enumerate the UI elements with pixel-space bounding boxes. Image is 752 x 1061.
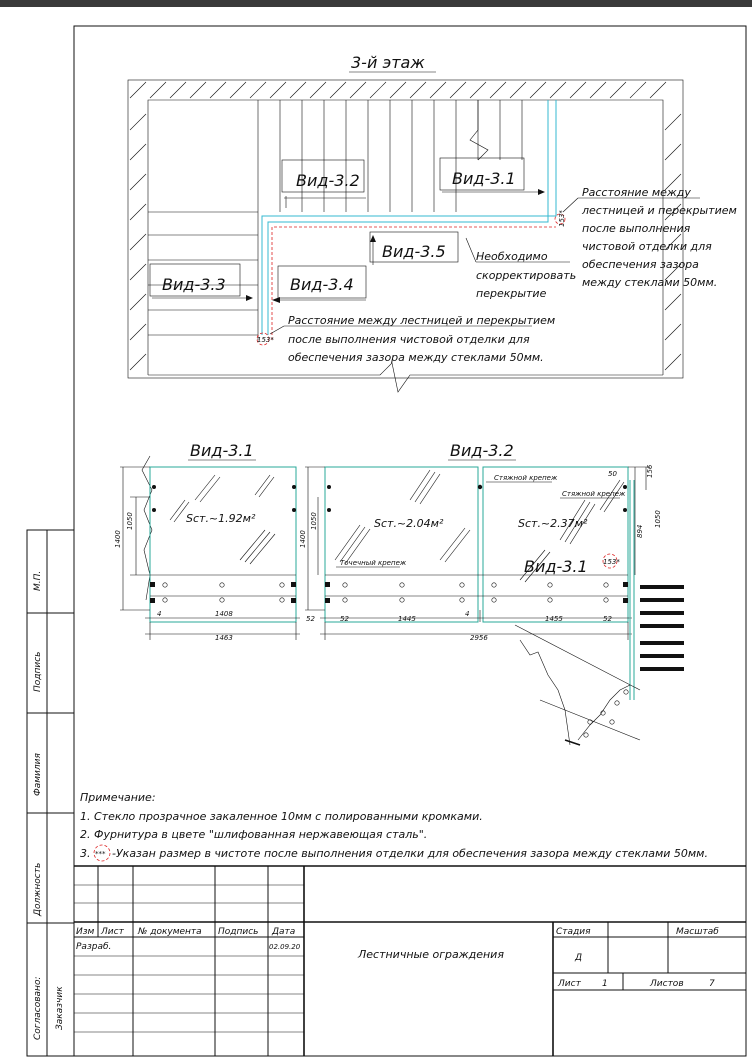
dim-1455: 1455 xyxy=(545,615,563,623)
svg-text:скорректировать: скорректировать xyxy=(476,269,577,282)
sheet-frame xyxy=(74,26,746,1056)
svg-text:Sст.~1.92м²: Sст.~1.92м² xyxy=(186,512,256,525)
dim-1463: 1463 xyxy=(215,634,233,642)
svg-text:Разраб.: Разраб. xyxy=(76,942,112,952)
svg-text:Расстояние между: Расстояние между xyxy=(582,186,691,199)
plan-glass-lines xyxy=(262,100,556,340)
svg-text:между стеклами 50мм.: между стеклами 50мм. xyxy=(582,276,718,289)
dim-52c: 52 xyxy=(603,615,612,623)
svg-text:Фамилия: Фамилия xyxy=(33,753,43,796)
svg-text:Подпись: Подпись xyxy=(33,651,43,692)
svg-text:-Указан размер в чистоте после: -Указан размер в чистоте после выполнения отделки для обеспечения зазора между стеклами 50мм. xyxy=(112,847,708,860)
svg-text:Вид-3.5: Вид-3.5 xyxy=(382,242,446,261)
svg-text:Масштаб: Масштаб xyxy=(676,927,719,937)
plan-title: 3-й этаж xyxy=(351,53,425,72)
dim-1445: 1445 xyxy=(398,615,416,623)
svg-text:7: 7 xyxy=(709,979,715,989)
dim-4a: 4 xyxy=(157,610,162,618)
svg-text:Заказчик: Заказчик xyxy=(55,986,65,1030)
svg-text:Вид-3.2: Вид-3.2 xyxy=(296,171,360,190)
svg-text:Изм: Изм xyxy=(76,927,95,937)
dims-panel-1 xyxy=(120,467,300,640)
svg-text:Лист: Лист xyxy=(558,979,581,989)
svg-text:№ документа: № документа xyxy=(138,927,202,937)
dim-894: 894 xyxy=(636,524,644,538)
svg-text:Расстояние между лестницей и: Расстояние между лестницей и перекрытием xyxy=(288,314,556,327)
label-point-fix: Точечный крепеж xyxy=(340,559,407,567)
svg-text:Согласовано:: Согласовано: xyxy=(33,976,43,1040)
dim-52b: 52 xyxy=(340,615,349,623)
svg-text:Стадия: Стадия xyxy=(556,927,591,937)
dim-1408: 1408 xyxy=(215,610,233,618)
dim-52a: 52 xyxy=(306,615,315,623)
dim-4b: 4 xyxy=(465,610,470,618)
glass-panel-1 xyxy=(150,467,296,622)
svg-text:Вид-3.4: Вид-3.4 xyxy=(290,275,354,294)
svg-text:Sст.~2.37м²: Sст.~2.37м² xyxy=(518,517,588,530)
svg-text:Примечание:: Примечание: xyxy=(80,791,156,804)
svg-text:Дата: Дата xyxy=(272,927,296,937)
plan-note-mid xyxy=(466,238,576,300)
svg-text:Вид-3.1: Вид-3.1 xyxy=(452,169,516,188)
side-block xyxy=(27,530,74,1056)
svg-text:Листов: Листов xyxy=(650,979,684,989)
dim-1050c: 1050 xyxy=(654,510,662,528)
dim-156: 156 xyxy=(646,464,654,478)
general-notes xyxy=(80,791,708,861)
elevation-title-3-2: Вид-3.2 xyxy=(450,441,514,460)
svg-text:1. Стекло прозрачное закаленно: 1. Стекло прозрачное закаленное 10мм с полированными кромками. xyxy=(80,810,483,823)
view-callout-3-3 xyxy=(150,264,253,301)
svg-text:Подпись: Подпись xyxy=(218,927,259,937)
drawing-sheet xyxy=(0,7,752,1061)
view-3-1-ref: Вид-3.1 xyxy=(524,557,588,576)
title-block xyxy=(74,866,746,1056)
drawing-canvas xyxy=(0,7,752,1061)
svg-text:обеспечения зазора: обеспечения зазора xyxy=(582,258,699,271)
svg-text:Д: Д xyxy=(575,953,583,963)
label-clamp-1: Стяжной крепеж xyxy=(494,474,558,482)
dim-1400a: 1400 xyxy=(114,530,122,548)
svg-text:обеспечения зазора между стекл: обеспечения зазора между стеклами 50мм. xyxy=(288,351,544,364)
plan-mark-153-top: 153* xyxy=(558,210,566,227)
svg-text:после выполнения: после выполнения xyxy=(582,222,691,235)
view-callout-3-5 xyxy=(370,232,458,265)
dim-2956: 2956 xyxy=(470,634,488,642)
svg-text:Вид-3.3: Вид-3.3 xyxy=(162,275,226,294)
plan-note-bottom xyxy=(270,314,555,364)
svg-text:М.П.: М.П. xyxy=(33,570,43,591)
svg-text:Должность: Должность xyxy=(33,862,43,916)
view-callout-3-4 xyxy=(272,266,366,303)
label-clamp-2: Стяжной крепеж xyxy=(562,490,626,498)
dim-1400b: 1400 xyxy=(299,530,307,548)
svg-text:2. Фурнитура в цвете "шлифован: 2. Фурнитура в цвете "шлифованная нержавеющая сталь". xyxy=(80,828,428,841)
svg-text:Sст.~2.04м²: Sст.~2.04м² xyxy=(374,517,444,530)
plan-note-right xyxy=(563,186,737,289)
svg-text:1: 1 xyxy=(602,979,608,989)
svg-text:153*: 153* xyxy=(603,558,620,566)
svg-text:после выполнения чистовой отде: после выполнения чистовой отделки для xyxy=(288,333,530,346)
svg-text:перекрытие: перекрытие xyxy=(476,287,547,300)
dim-1050a: 1050 xyxy=(126,512,134,530)
svg-text:чистовой отделки для: чистовой отделки для xyxy=(582,240,712,253)
svg-text:3.: 3. xyxy=(80,847,91,860)
svg-text:02.09.20: 02.09.20 xyxy=(269,943,301,951)
elevation-title-3-1: Вид-3.1 xyxy=(190,441,254,460)
dim-1050b: 1050 xyxy=(310,512,318,530)
svg-text:Лист: Лист xyxy=(101,927,124,937)
svg-text:Необходимо: Необходимо xyxy=(476,250,548,263)
stamp-title: Лестничные ограждения xyxy=(358,948,504,961)
svg-text:лестницей и перекрытием: лестницей и перекрытием xyxy=(582,204,737,217)
plan-mark-153-bottom: 153* xyxy=(257,336,274,344)
svg-text:***: *** xyxy=(95,850,106,858)
dim-50: 50 xyxy=(608,470,617,478)
